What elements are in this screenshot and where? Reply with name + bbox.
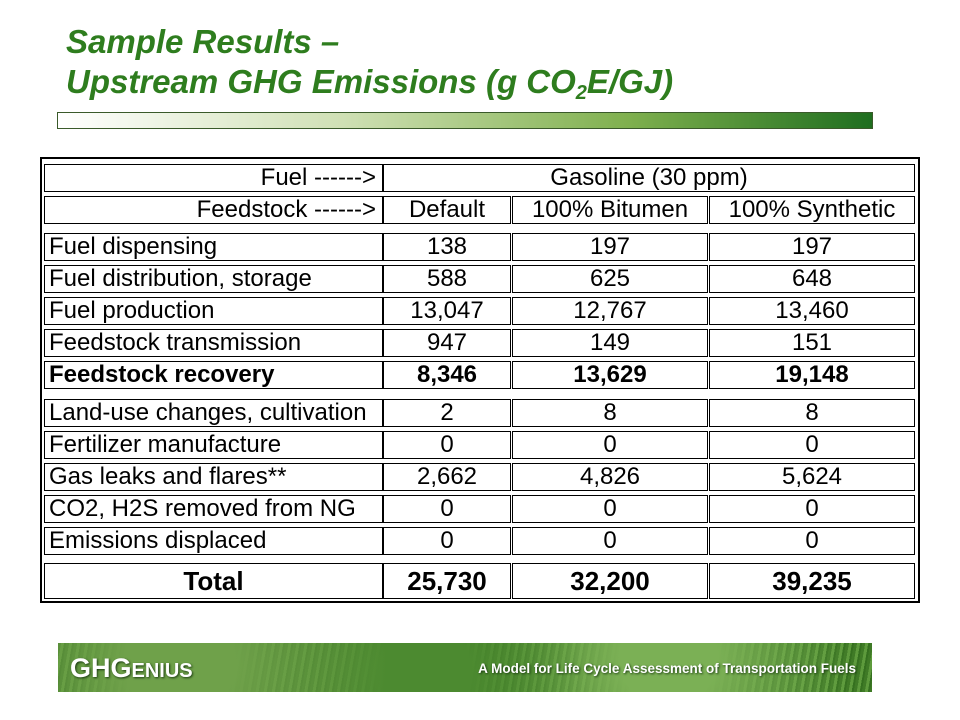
row-value-default: 2 bbox=[383, 399, 511, 427]
row-value-default: 0 bbox=[383, 527, 511, 555]
row-value-bitumen: 4,826 bbox=[512, 463, 708, 491]
row-value-synthetic: 5,624 bbox=[709, 463, 915, 491]
row-value-synthetic: 648 bbox=[709, 265, 915, 293]
row-label: Feedstock recovery bbox=[44, 361, 383, 389]
header-feedstock-default: Default bbox=[383, 196, 511, 224]
row-value-bitumen: 197 bbox=[512, 233, 708, 261]
footer-logo bbox=[70, 653, 193, 686]
row-label: Fertilizer manufacture bbox=[44, 431, 383, 459]
row-value-bitumen: 0 bbox=[512, 495, 708, 523]
row-value-default: 138 bbox=[383, 233, 511, 261]
title-line-2 bbox=[66, 62, 673, 102]
footer-tagline: A Model for Life Cycle Assessment of Transportation Fuels bbox=[478, 661, 856, 676]
row-value-default: 13,047 bbox=[383, 297, 511, 325]
total-label: Total bbox=[44, 563, 383, 599]
row-label: Fuel distribution, storage bbox=[44, 265, 383, 293]
row-label: Fuel dispensing bbox=[44, 233, 383, 261]
row-label: Emissions displaced bbox=[44, 527, 383, 555]
row-value-default: 947 bbox=[383, 329, 511, 357]
row-label: Feedstock transmission bbox=[44, 329, 383, 357]
row-value-synthetic: 0 bbox=[709, 527, 915, 555]
row-label: Fuel production bbox=[44, 297, 383, 325]
header-fuel-value: Gasoline (30 ppm) bbox=[383, 164, 915, 192]
brand-suffix: ENIUS bbox=[131, 660, 193, 682]
row-value-default: 8,346 bbox=[383, 361, 511, 389]
row-value-synthetic: 151 bbox=[709, 329, 915, 357]
row-value-default: 2,662 bbox=[383, 463, 511, 491]
row-value-synthetic: 0 bbox=[709, 495, 915, 523]
row-value-synthetic: 13,460 bbox=[709, 297, 915, 325]
emissions-table bbox=[40, 157, 920, 603]
row-value-bitumen: 13,629 bbox=[512, 361, 708, 389]
total-value-synthetic: 39,235 bbox=[709, 563, 915, 599]
row-value-default: 0 bbox=[383, 495, 511, 523]
row-value-synthetic: 8 bbox=[709, 399, 915, 427]
row-value-bitumen: 149 bbox=[512, 329, 708, 357]
row-value-bitumen: 8 bbox=[512, 399, 708, 427]
row-value-default: 588 bbox=[383, 265, 511, 293]
row-value-synthetic: 19,148 bbox=[709, 361, 915, 389]
header-feedstock-synthetic: 100% Synthetic bbox=[709, 196, 915, 224]
total-value-default: 25,730 bbox=[383, 563, 511, 599]
row-value-bitumen: 12,767 bbox=[512, 297, 708, 325]
row-value-bitumen: 0 bbox=[512, 431, 708, 459]
title-line-2-prefix: Upstream GHG Emissions (g CO bbox=[66, 63, 576, 100]
slide-title bbox=[66, 22, 673, 102]
row-value-bitumen: 0 bbox=[512, 527, 708, 555]
title-line-1: Sample Results – bbox=[66, 23, 340, 60]
header-feedstock-bitumen: 100% Bitumen bbox=[512, 196, 708, 224]
title-line-2-suffix: E/GJ) bbox=[586, 63, 674, 100]
title-divider-bar bbox=[57, 112, 873, 129]
title-subscript: 2 bbox=[575, 82, 587, 104]
row-label: CO2, H2S removed from NG bbox=[44, 495, 383, 523]
header-fuel-label: Fuel ------> bbox=[44, 164, 383, 192]
total-value-bitumen: 32,200 bbox=[512, 563, 708, 599]
row-value-synthetic: 197 bbox=[709, 233, 915, 261]
row-label: Land-use changes, cultivation bbox=[44, 399, 383, 427]
footer-banner bbox=[58, 643, 872, 692]
header-feedstock-label: Feedstock ------> bbox=[44, 196, 383, 224]
brand-prefix: GHG bbox=[70, 653, 132, 683]
row-value-bitumen: 625 bbox=[512, 265, 708, 293]
row-label: Gas leaks and flares** bbox=[44, 463, 383, 491]
row-value-default: 0 bbox=[383, 431, 511, 459]
row-value-synthetic: 0 bbox=[709, 431, 915, 459]
